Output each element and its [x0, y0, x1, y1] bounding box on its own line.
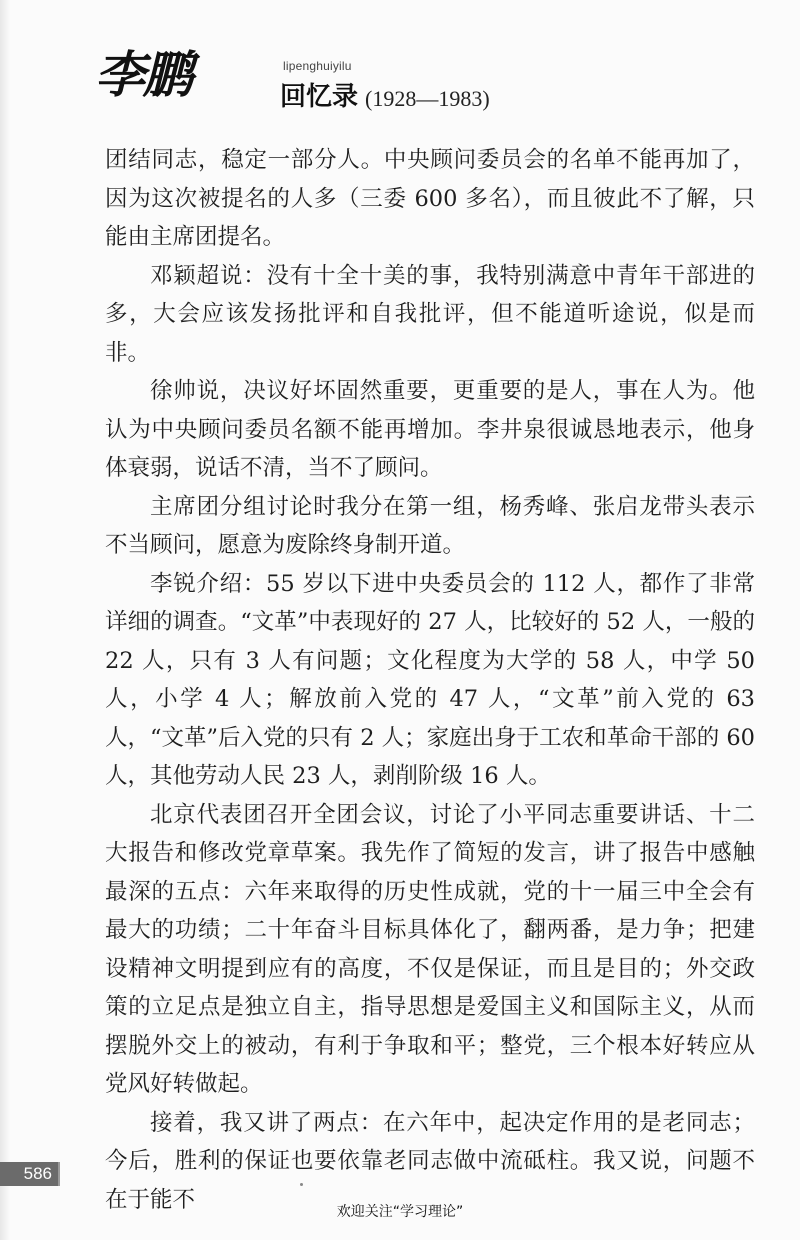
- footer-note: 欢迎关注“学习理论”: [336, 1204, 464, 1220]
- paragraph: 主席团分组讨论时我分在第一组，杨秀峰、张启龙带头表示不当顾问，愿意为废除终身制开道。: [105, 493, 755, 558]
- page-number: 586: [0, 1162, 58, 1186]
- header-pinyin: lipenghuiyilu: [283, 59, 352, 73]
- paragraph: 李锐介绍：55 岁以下进中央委员会的 112 人，都作了非常详细的调查。“文革”中表现好的 27 人，比较好的 52 人，一般的 22 人，只有 3 人有问题；文化程度为大学的 58 人，中学 50 人，小学 4 人；解放前入党的 47 人，“文革”前入党的 63 人，“文革”后入党的只有 2 人；家庭出身于工农和革命干部的 60 人，其他劳动人民 23 人，剥削阶级 16 人。: [105, 570, 755, 789]
- page-edge-shadow: [0, 0, 10, 1240]
- book-title: 回忆录: [280, 82, 359, 112]
- paragraph: 团结同志，稳定一部分人。中央顾问委员会的名单不能再加了，因为这次被提名的人多（三委 600 多名），而且彼此不了解，只能由主席团提名。: [105, 147, 755, 250]
- running-header: [95, 45, 515, 118]
- author-calligraphy: 李鹏: [95, 45, 191, 104]
- paragraph: 北京代表团召开全团会议，讨论了小平同志重要讲话、十二大报告和修改党章草案。我先作了简短的发言，讲了报告中感触最深的五点：六年来取得的历史性成就，党的十一届三中全会有最大的功绩；二十年奋斗目标具体化了，翻两番，是力争；把建设精神文明提到应有的高度，不仅是保证，而且是目的；外交政策的立足点是独立自主，指导思想是爱国主义和国际主义，从而摆脱外交上的被动，有利于争取和平；整党，三个根本好转应从党风好转做起。: [105, 801, 755, 1097]
- paragraph: 接着，我又讲了两点：在六年中，起决定作用的是老同志；今后，胜利的保证也要依靠老同志做中流砥柱。我又说，问题不在于能不: [105, 1109, 755, 1213]
- scan-speck: [300, 1183, 303, 1186]
- paragraph: 邓颖超说：没有十全十美的事，我特别满意中青年干部进的多，大会应该发扬批评和自我批评，但不能道听途说，似是而非。: [105, 262, 755, 366]
- page-number-rule: [58, 1162, 60, 1186]
- book-years: (1928—1983): [365, 86, 490, 111]
- paragraph: 徐帅说，决议好坏固然重要，更重要的是人，事在人为。他认为中央顾问委员名额不能再增加。李井泉很诚恳地表示，他身体衰弱，说话不清，当不了顾问。: [105, 378, 755, 481]
- body-text: [105, 141, 755, 1219]
